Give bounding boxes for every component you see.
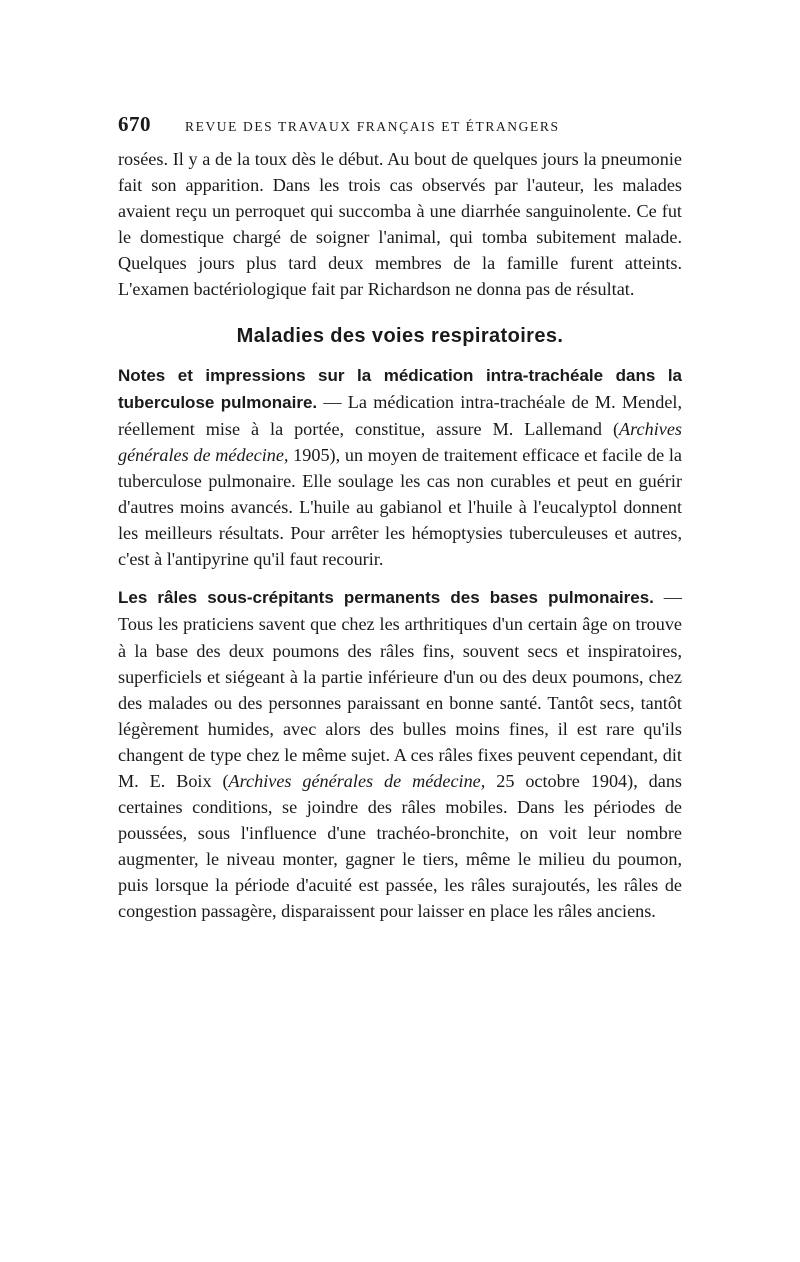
article-intratracheal xyxy=(118,362,682,573)
citation: Archives générales de médecine, xyxy=(118,418,682,465)
citation: Archives générales de médecine, xyxy=(228,770,486,791)
page-number: 670 xyxy=(118,112,151,136)
running-head xyxy=(118,112,682,146)
running-title: REVUE DES TRAVAUX FRANÇAIS ET ÉTRANGERS xyxy=(185,119,560,134)
article-text: — Tous les praticiens savent que chez les arthritiques d'un certain âge on trouve à la base des deux poumons des râles fins, souvent secs et inspiratoires, superficiels et siégeant à la partie inférieure d'un ou des deux poumons, chez des malades ou des personnes paraissant en bonne santé. Tantôt secs, tantôt légèrement humides, avec alors des bulles moins fines, il est rare qu'ils changent de type chez le même sujet. A ces râles fixes peuvent cependant, dit M. E. Boix ( xyxy=(118,587,682,791)
book-page xyxy=(118,112,682,925)
paragraph-continuation: rosées. Il y a de la toux dès le début. Au bout de quelques jours la pneumonie fait son apparition. Dans les trois cas observés par l'auteur, les malades avaient reçu un perroquet qui succomba à une diarrhée sanguinolente. Ce fut le domestique chargé de soigner l'animal, qui tomba subitement malade. Quelques jours plus tard deux membres de la famille furent atteints. L'examen bactériologique fait par Richardson ne donna pas de résultat. xyxy=(118,149,682,300)
article-text: 25 octobre 1904), dans certaines conditions, se joindre des râles mobiles. Dans les périodes de poussées, sous l'influence d'une trachéo-bronchite, on voit leur nombre augmenter, le niveau monter, gagner le tiers, même le milieu du poumon, puis lorsque la période d'acuité est passée, les râles surajoutés, les râles de congestion passagère, disparaissent pour laisser en place les râles anciens. xyxy=(118,770,682,922)
article-text: 1905), un moyen de traitement efficace et facile de la tuberculose pulmonaire. Elle soulage les cas non curables et peut en guérir d'autres moins avancés. L'huile au gabianol et l'huile à l'eucalyptol donnent les meilleurs résultats. Pour arrêter les hémoptysies tuberculeuses et autres, c'est à l'antipyrine qu'il faut recourir. xyxy=(118,444,682,570)
article-title: Les râles sous-crépitants permanents des bases pulmonaires. xyxy=(118,588,654,608)
article-text: — La médication intra-trachéale de M. Mendel, réellement mise à la portée, constitue, assure M. Lallemand ( xyxy=(118,391,682,439)
section-heading: Maladies des voies respiratoires. xyxy=(236,324,564,347)
article-title: Notes et impressions sur la médication intra-trachéale dans la tuberculose pulmonaire. xyxy=(118,365,682,412)
article-rales xyxy=(118,584,682,924)
